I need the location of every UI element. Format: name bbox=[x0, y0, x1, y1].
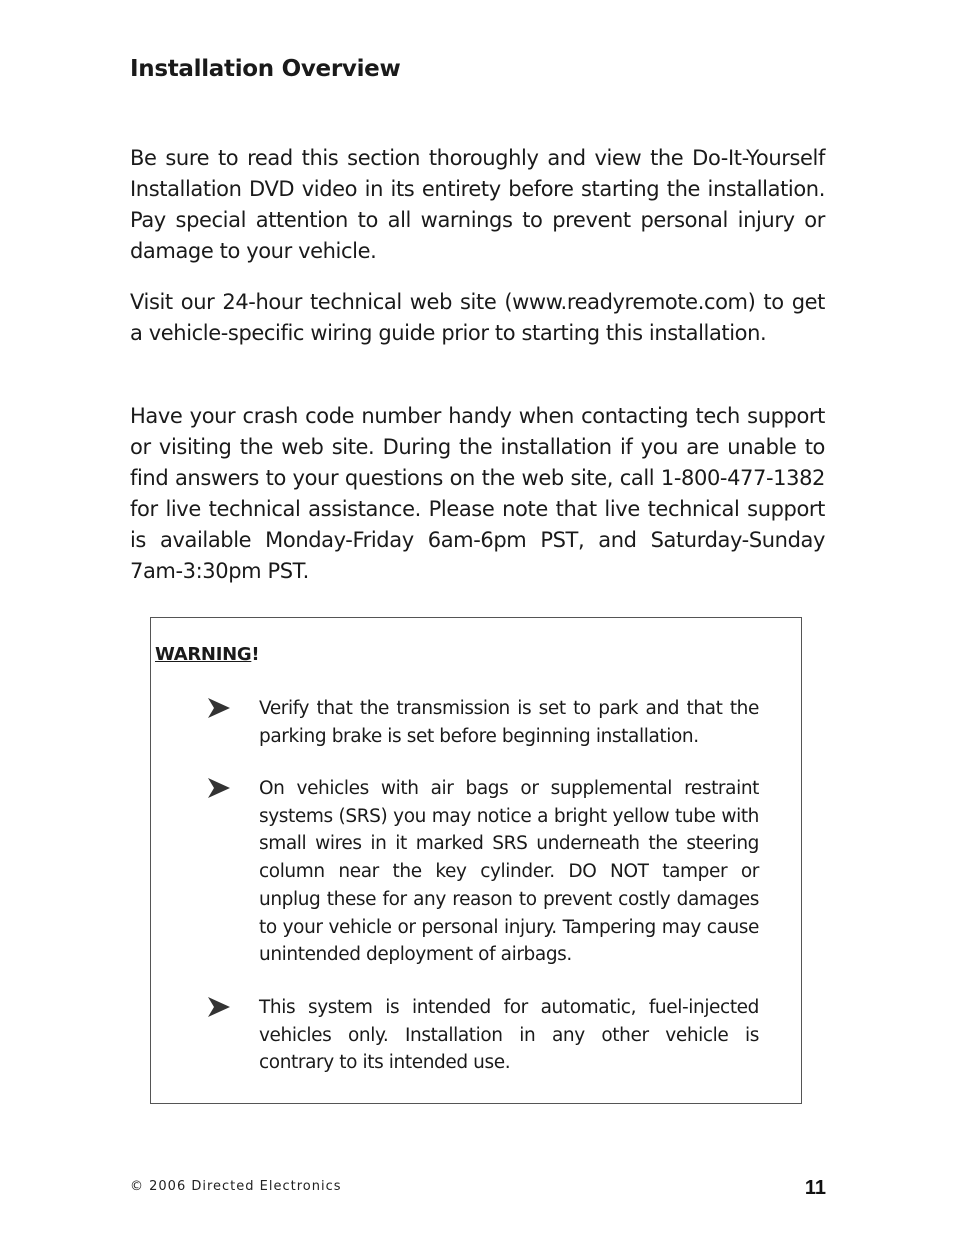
intro-paragraph: Be sure to read this section thoroughly and view the Do-It-Yourself Installation DVD video in its entirety before starting the installation. Pay special attention to all warnings to prevent personal injury or damage to your vehicle. bbox=[130, 146, 825, 263]
warning-item-text: This system is intended for automatic, fuel-injected vehicles only. Installation in any other vehicle is contrary to its intended use. bbox=[259, 997, 759, 1074]
copyright-notice: © 2006 Directed Electronics bbox=[130, 1179, 342, 1194]
warning-heading-mark: ! bbox=[251, 644, 260, 665]
warning-heading bbox=[155, 644, 259, 665]
warning-item-text: Verify that the transmission is set to park and that the parking brake is set before beginning installation. bbox=[259, 698, 759, 747]
arrowhead-bullet-icon bbox=[207, 777, 231, 799]
warning-heading-label: WARNING bbox=[155, 644, 252, 665]
website-paragraph: Visit our 24-hour technical web site (www.readyremote.com) to get a vehicle-specific wiring guide prior to starting this installation. bbox=[130, 290, 825, 345]
arrowhead-bullet-icon bbox=[207, 996, 231, 1018]
warning-item-text: On vehicles with air bags or supplemental restraint systems (SRS) you may notice a bright yellow tube with small wires in it marked SRS underneath the steering column near the key cylinder. DO NOT tamper or unplug these for any reason to prevent costly damages to your vehicle or personal injury. Tampering may cause unintended deployment of airbags. bbox=[259, 778, 759, 966]
page-title: Installation Overview bbox=[130, 56, 401, 82]
page-number: 11 bbox=[804, 1177, 826, 1199]
arrowhead-bullet-icon bbox=[207, 697, 231, 719]
warning-box bbox=[150, 617, 802, 1104]
support-paragraph: Have your crash code number handy when contacting tech support or visiting the web site. During the installation if you are unable to find answers to your questions on the web site, call 1-800-477-1382 for live technical assistance. Please note that live technical support is available Monday-Friday 6am-6pm PST, and Saturday-Sunday 7am-3:30pm PST. bbox=[130, 404, 825, 583]
